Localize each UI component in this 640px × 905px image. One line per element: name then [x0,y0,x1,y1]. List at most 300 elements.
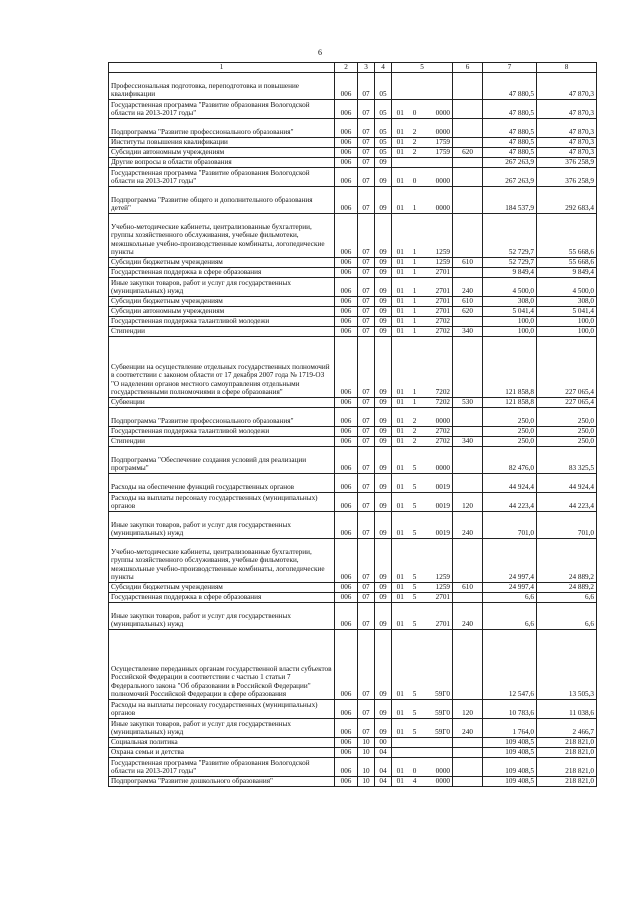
amount-year1-cell: 10 783,6 [483,700,537,719]
subsection-code-cell: 05 [375,100,392,119]
header-cell: 8 [537,63,597,73]
table-row [109,583,597,593]
program-code-cell: 01 [392,307,409,317]
table-row [109,337,597,398]
section-code-cell: 07 [358,593,375,603]
table-row [109,427,597,437]
amount-year1-cell: 44 223,4 [483,493,537,512]
row-name-cell: Субвенции [109,398,335,408]
amount-year1-cell: 47 880,5 [483,119,537,138]
row-name-cell: Подпрограмма "Развитие профессионального образования" [109,408,335,427]
subprogram-code-cell: 5 [409,630,421,700]
subsection-code-cell: 09 [375,297,392,307]
section-code-cell: 07 [358,327,375,337]
amount-year2-cell: 47 870,3 [537,119,597,138]
subsection-code-cell: 09 [375,158,392,168]
amount-year1-cell: 109 408,5 [483,738,537,748]
subprogram-code-cell: 0 [409,758,421,777]
admin-code-cell: 006 [335,138,358,148]
section-code-cell: 07 [358,539,375,583]
row-name-cell: Расходы на выплаты персоналу государственных (муниципальных) органов [109,493,335,512]
admin-code-cell: 006 [335,307,358,317]
section-code-cell: 07 [358,493,375,512]
subprogram-code-cell: 1 [409,278,421,297]
admin-code-cell: 006 [335,738,358,748]
table-row [109,777,597,787]
subprogram-code-cell: 4 [409,777,421,787]
program-code-cell: 01 [392,583,409,593]
admin-code-cell: 006 [335,493,358,512]
table-row [109,447,597,474]
section-code-cell: 07 [358,398,375,408]
section-code-cell: 07 [358,73,375,100]
amount-year2-cell: 292 683,4 [537,187,597,214]
subprogram-code-cell [409,158,421,168]
admin-code-cell: 006 [335,700,358,719]
expense-type-cell: 240 [453,603,483,630]
row-name-cell: Государственная программа "Развитие образования Вологодской области на 2013-2017 годы" [109,758,335,777]
expense-type-cell: 610 [453,583,483,593]
item-code-cell: 2701 [421,268,453,278]
row-name-cell: Другие вопросы в области образования [109,158,335,168]
expense-type-cell [453,748,483,758]
section-code-cell: 10 [358,758,375,777]
amount-year1-cell: 250,0 [483,408,537,427]
expense-type-cell [453,738,483,748]
row-name-cell: Подпрограмма "Развитие профессионального образования" [109,119,335,138]
program-code-cell: 01 [392,268,409,278]
expense-type-cell: 340 [453,327,483,337]
section-code-cell: 07 [358,258,375,268]
subsection-code-cell: 09 [375,630,392,700]
section-code-cell: 07 [358,278,375,297]
table-row [109,408,597,427]
program-code-cell: 01 [392,719,409,738]
table-row [109,168,597,187]
expense-type-cell: 340 [453,437,483,447]
subprogram-code-cell: 2 [409,138,421,148]
program-code-cell: 01 [392,474,409,493]
subprogram-code-cell: 1 [409,337,421,398]
section-code-cell: 07 [358,307,375,317]
section-code-cell: 07 [358,100,375,119]
expense-type-cell [453,158,483,168]
amount-year1-cell: 109 408,5 [483,758,537,777]
expense-type-cell: 610 [453,297,483,307]
amount-year1-cell: 4 500,0 [483,278,537,297]
program-code-cell: 01 [392,603,409,630]
admin-code-cell: 006 [335,447,358,474]
admin-code-cell: 006 [335,583,358,593]
amount-year2-cell: 55 668,6 [537,258,597,268]
admin-code-cell: 006 [335,474,358,493]
admin-code-cell: 006 [335,748,358,758]
subsection-code-cell: 09 [375,327,392,337]
table-row [109,307,597,317]
subsection-code-cell: 09 [375,447,392,474]
amount-year1-cell: 47 880,5 [483,138,537,148]
table-row [109,148,597,158]
expense-type-cell: 530 [453,398,483,408]
admin-code-cell: 006 [335,512,358,539]
amount-year1-cell: 5 041,4 [483,307,537,317]
subsection-code-cell: 09 [375,317,392,327]
subprogram-code-cell: 2 [409,437,421,447]
program-code-cell: 01 [392,758,409,777]
table-row [109,317,597,327]
subsection-code-cell: 09 [375,337,392,398]
subprogram-code-cell: 5 [409,493,421,512]
amount-year1-cell: 12 547,6 [483,630,537,700]
item-code-cell: 0019 [421,493,453,512]
row-name-cell: Иные закупки товаров, работ и услуг для государственных (муниципальных) нужд [109,719,335,738]
amount-year1-cell: 6,6 [483,593,537,603]
amount-year2-cell: 250,0 [537,427,597,437]
item-code-cell: 0000 [421,408,453,427]
admin-code-cell: 006 [335,539,358,583]
amount-year2-cell: 6,6 [537,593,597,603]
expense-type-cell [453,73,483,100]
admin-code-cell: 006 [335,719,358,738]
table-row [109,327,597,337]
row-name-cell: Государственная программа "Развитие образования Вологодской области на 2013-2017 годы" [109,168,335,187]
header-cell: 4 [375,63,392,73]
item-code-cell: 59Г0 [421,630,453,700]
subsection-code-cell: 04 [375,777,392,787]
expense-type-cell [453,268,483,278]
program-code-cell: 01 [392,630,409,700]
item-code-cell: 2701 [421,593,453,603]
expense-type-cell [453,630,483,700]
program-code-cell [392,738,409,748]
expense-type-cell [453,758,483,777]
subprogram-code-cell: 2 [409,427,421,437]
item-code-cell: 1759 [421,148,453,158]
section-code-cell: 07 [358,719,375,738]
subprogram-code-cell: 0 [409,168,421,187]
row-name-cell: Субвенции на осуществление отдельных государственных полномочий в соответствии с законом области от 17 декабря 2007 года № 1719-ОЗ "О наделении органов местного самоуправления отдельными государственными полномочиями в сфере образования" [109,337,335,398]
amount-year2-cell: 24 889,2 [537,583,597,593]
item-code-cell: 1259 [421,214,453,258]
subsection-code-cell: 09 [375,187,392,214]
item-code-cell: 0000 [421,777,453,787]
subsection-code-cell: 09 [375,268,392,278]
header-cell: 7 [483,63,537,73]
amount-year1-cell: 24 997,4 [483,539,537,583]
item-code-cell [421,73,453,100]
program-code-cell: 01 [392,437,409,447]
header-cell: 3 [358,63,375,73]
admin-code-cell: 006 [335,148,358,158]
program-code-cell: 01 [392,168,409,187]
section-code-cell: 07 [358,214,375,258]
row-name-cell: Субсидии автономным учреждениям [109,148,335,158]
page-number: 6 [318,48,322,57]
subprogram-code-cell: 5 [409,719,421,738]
expense-type-cell: 120 [453,493,483,512]
admin-code-cell: 006 [335,437,358,447]
admin-code-cell: 006 [335,73,358,100]
item-code-cell: 0000 [421,187,453,214]
row-name-cell: Стипендии [109,327,335,337]
expense-type-cell [453,447,483,474]
subprogram-code-cell: 0 [409,100,421,119]
item-code-cell: 2701 [421,307,453,317]
subprogram-code-cell: 1 [409,317,421,327]
item-code-cell: 2701 [421,297,453,307]
amount-year1-cell: 6,6 [483,603,537,630]
table-row [109,512,597,539]
subprogram-code-cell: 2 [409,119,421,138]
amount-year1-cell: 100,0 [483,327,537,337]
amount-year2-cell: 218 821,0 [537,748,597,758]
amount-year1-cell: 308,0 [483,297,537,307]
expense-type-cell [453,593,483,603]
amount-year2-cell: 47 870,3 [537,100,597,119]
item-code-cell: 1259 [421,258,453,268]
row-name-cell: Расходы на выплаты персоналу государственных (муниципальных) органов [109,700,335,719]
row-name-cell: Государственная поддержка в сфере образования [109,268,335,278]
program-code-cell [392,73,409,100]
program-code-cell: 01 [392,297,409,307]
item-code-cell: 7202 [421,337,453,398]
section-code-cell: 07 [358,168,375,187]
header-cell: 5 [392,63,453,73]
admin-code-cell: 006 [335,327,358,337]
subsection-code-cell: 09 [375,427,392,437]
row-name-cell: Субсидии автономным учреждениям [109,307,335,317]
amount-year1-cell: 47 880,5 [483,73,537,100]
item-code-cell [421,748,453,758]
expense-type-cell: 610 [453,258,483,268]
row-name-cell: Социальная политика [109,738,335,748]
item-code-cell: 7202 [421,398,453,408]
item-code-cell: 0000 [421,168,453,187]
amount-year1-cell: 9 849,4 [483,268,537,278]
row-name-cell: Субсидии бюджетным учреждениям [109,297,335,307]
admin-code-cell: 006 [335,297,358,307]
row-name-cell: Иные закупки товаров, работ и услуг для государственных (муниципальных) нужд [109,603,335,630]
expense-type-cell [453,539,483,583]
program-code-cell: 01 [392,539,409,583]
amount-year2-cell: 47 870,3 [537,73,597,100]
amount-year2-cell: 9 849,4 [537,268,597,278]
row-name-cell: Охрана семьи и детства [109,748,335,758]
row-name-cell: Институты повышения квалификации [109,138,335,148]
amount-year2-cell: 24 889,2 [537,539,597,583]
program-code-cell: 01 [392,427,409,437]
table-row [109,493,597,512]
program-code-cell: 01 [392,138,409,148]
subsection-code-cell: 05 [375,119,392,138]
item-code-cell: 59Г0 [421,719,453,738]
subsection-code-cell: 05 [375,138,392,148]
expense-type-cell [453,119,483,138]
section-code-cell: 07 [358,158,375,168]
section-code-cell: 07 [358,437,375,447]
subprogram-code-cell: 1 [409,214,421,258]
amount-year1-cell: 52 729,7 [483,214,537,258]
expense-type-cell [453,138,483,148]
subprogram-code-cell: 1 [409,258,421,268]
amount-year1-cell: 109 408,5 [483,777,537,787]
expense-type-cell: 620 [453,307,483,317]
amount-year1-cell: 44 924,4 [483,474,537,493]
section-code-cell: 07 [358,583,375,593]
expense-type-cell: 240 [453,278,483,297]
subsection-code-cell: 04 [375,758,392,777]
table-row [109,603,597,630]
header-cell: 2 [335,63,358,73]
header-row [109,63,597,73]
admin-code-cell: 006 [335,119,358,138]
table-row [109,748,597,758]
row-name-cell: Иные закупки товаров, работ и услуг для государственных (муниципальных) нужд [109,512,335,539]
table-row [109,100,597,119]
program-code-cell: 01 [392,408,409,427]
item-code-cell: 0019 [421,474,453,493]
section-code-cell: 07 [358,630,375,700]
amount-year1-cell: 184 537,9 [483,187,537,214]
amount-year2-cell: 5 041,4 [537,307,597,317]
subsection-code-cell: 09 [375,700,392,719]
admin-code-cell: 006 [335,278,358,297]
subsection-code-cell: 09 [375,437,392,447]
program-code-cell: 01 [392,327,409,337]
table-row [109,630,597,700]
amount-year1-cell: 47 880,5 [483,148,537,158]
table-row [109,738,597,748]
amount-year2-cell: 4 500,0 [537,278,597,297]
amount-year2-cell: 218 821,0 [537,738,597,748]
item-code-cell: 1759 [421,138,453,148]
item-code-cell: 0000 [421,119,453,138]
expense-type-cell [453,408,483,427]
expense-type-cell [453,337,483,398]
expense-type-cell: 240 [453,512,483,539]
subprogram-code-cell: 1 [409,297,421,307]
program-code-cell [392,748,409,758]
row-name-cell: Подпрограмма "Обеспечение создания условий для реализации программы" [109,447,335,474]
admin-code-cell: 006 [335,317,358,327]
item-code-cell: 2702 [421,437,453,447]
subsection-code-cell: 09 [375,278,392,297]
expense-type-cell [453,474,483,493]
section-code-cell: 07 [358,408,375,427]
subprogram-code-cell [409,748,421,758]
table-row [109,474,597,493]
subprogram-code-cell: 1 [409,398,421,408]
row-name-cell: Государственная поддержка в сфере образования [109,593,335,603]
subprogram-code-cell: 5 [409,539,421,583]
subsection-code-cell: 09 [375,474,392,493]
subsection-code-cell: 00 [375,738,392,748]
table-row [109,758,597,777]
admin-code-cell: 006 [335,603,358,630]
amount-year1-cell: 82 476,0 [483,447,537,474]
amount-year1-cell: 47 880,5 [483,100,537,119]
admin-code-cell: 006 [335,593,358,603]
amount-year2-cell: 47 870,3 [537,138,597,148]
table-row [109,593,597,603]
expense-type-cell [453,317,483,327]
table-row [109,119,597,138]
admin-code-cell: 006 [335,168,358,187]
subprogram-code-cell: 1 [409,268,421,278]
table-row [109,437,597,447]
subsection-code-cell: 09 [375,168,392,187]
subsection-code-cell: 09 [375,398,392,408]
section-code-cell: 07 [358,119,375,138]
amount-year2-cell: 44 924,4 [537,474,597,493]
expense-type-cell: 620 [453,148,483,158]
section-code-cell: 10 [358,738,375,748]
subprogram-code-cell: 1 [409,307,421,317]
item-code-cell [421,158,453,168]
subsection-code-cell: 04 [375,748,392,758]
row-name-cell: Субсидии бюджетным учреждениям [109,258,335,268]
row-name-cell: Субсидии бюджетным учреждениям [109,583,335,593]
row-name-cell: Иные закупки товаров, работ и услуг для государственных (муниципальных) нужд [109,278,335,297]
subsection-code-cell: 09 [375,307,392,317]
amount-year2-cell: 218 821,0 [537,758,597,777]
table-row [109,700,597,719]
amount-year1-cell: 121 858,8 [483,337,537,398]
item-code-cell: 2702 [421,427,453,437]
subsection-code-cell: 09 [375,539,392,583]
program-code-cell: 01 [392,512,409,539]
amount-year1-cell: 250,0 [483,427,537,437]
item-code-cell: 2702 [421,327,453,337]
subprogram-code-cell: 1 [409,187,421,214]
row-name-cell: Учебно-методические кабинеты, централизованные бухгалтерии, группы хозяйственного обслуживания, учебные фильмотеки, межшкольные учебно-производственные комбинаты, логопедические пункты [109,214,335,258]
header-cell: 6 [453,63,483,73]
program-code-cell: 01 [392,700,409,719]
subprogram-code-cell: 5 [409,603,421,630]
subsection-code-cell: 09 [375,408,392,427]
subprogram-code-cell: 2 [409,148,421,158]
subsection-code-cell: 09 [375,603,392,630]
row-name-cell: Профессиональная подготовка, переподготовка и повышение квалификации [109,73,335,100]
subprogram-code-cell: 5 [409,583,421,593]
subprogram-code-cell: 5 [409,593,421,603]
table-row [109,398,597,408]
program-code-cell: 01 [392,187,409,214]
program-code-cell: 01 [392,100,409,119]
program-code-cell: 01 [392,337,409,398]
amount-year2-cell: 13 505,3 [537,630,597,700]
item-code-cell [421,738,453,748]
amount-year2-cell: 218 821,0 [537,777,597,787]
subsection-code-cell: 09 [375,493,392,512]
row-name-cell: Расходы на обеспечение функций государственных органов [109,474,335,493]
amount-year2-cell: 100,0 [537,327,597,337]
expense-type-cell [453,168,483,187]
amount-year2-cell: 250,0 [537,408,597,427]
table-row [109,258,597,268]
section-code-cell: 07 [358,337,375,398]
expense-type-cell [453,427,483,437]
subsection-code-cell: 05 [375,148,392,158]
item-code-cell: 2702 [421,317,453,327]
amount-year2-cell: 701,0 [537,512,597,539]
item-code-cell: 1259 [421,539,453,583]
program-code-cell: 01 [392,119,409,138]
section-code-cell: 07 [358,317,375,327]
subsection-code-cell: 05 [375,73,392,100]
row-name-cell: Государственная поддержка талантливой молодежи [109,427,335,437]
item-code-cell: 59Г0 [421,700,453,719]
